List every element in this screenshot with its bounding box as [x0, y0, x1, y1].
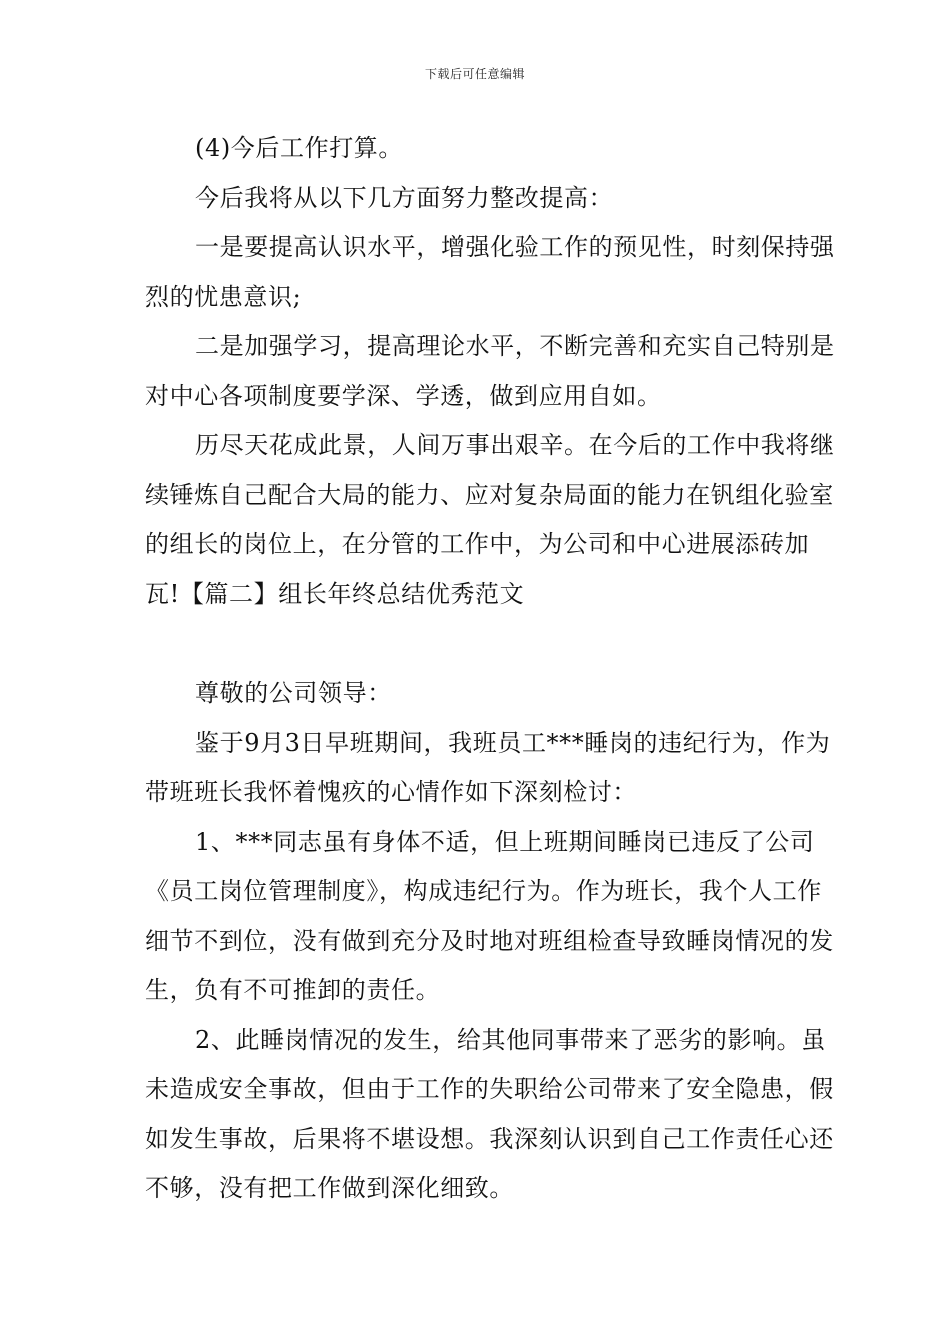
- paragraph-incident-intro: 鉴于9月3日早班期间，我班员工***睡岗的违纪行为，作为带班班长我怀着愧疚的心情作如下深刻检讨：: [145, 728, 831, 806]
- paragraph-point-two: 二是加强学习，提高理论水平，不断完善和充实自己特别是对中心各项制度要学深、学透，做到应用自如。: [145, 332, 835, 410]
- paragraph-salutation: 尊敬的公司领导：: [195, 679, 392, 707]
- paragraph-closing: 历尽天花成此景，人间万事出艰辛。在今后的工作中我将继续锤炼自己配合大局的能力、应对复杂局面的能力在钒组化验室的组长的岗位上，在分管的工作中，为公司和中心进展添砖加瓦!【篇二】组长年终总结优秀范文: [145, 431, 835, 608]
- paragraph-item-one: 1、***同志虽有身体不适，但上班期间睡岗已违反了公司《员工岗位管理制度》，构成违纪行为。作为班长，我个人工作细节不到位，没有做到充分及时地对班组检查导致睡岗情况的发生，负有不可推卸的责任。: [145, 827, 834, 1004]
- paragraph-work-plan-heading: (4)今后工作打算。: [195, 134, 403, 162]
- paragraph-point-one: 一是要提高认识水平，增强化验工作的预见性，时刻保持强烈的忧患意识;: [145, 233, 835, 311]
- section-gap: [145, 619, 835, 669]
- paragraph-improvement-intro: 今后我将从以下几方面努力整改提高：: [195, 183, 614, 212]
- page-header: 下载后可任意编辑: [424, 67, 525, 81]
- paragraph-item-two: 2、此睡岗情况的发生，给其他同事带来了恶劣的影响。虽未造成安全事故，但由于工作的失职给公司带来了安全隐患，假如发生事故，后果将不堪设想。我深刻认识到自己工作责任心还不够，没有把工作做到深化细致。: [145, 1025, 834, 1202]
- document-body: [145, 124, 835, 1214]
